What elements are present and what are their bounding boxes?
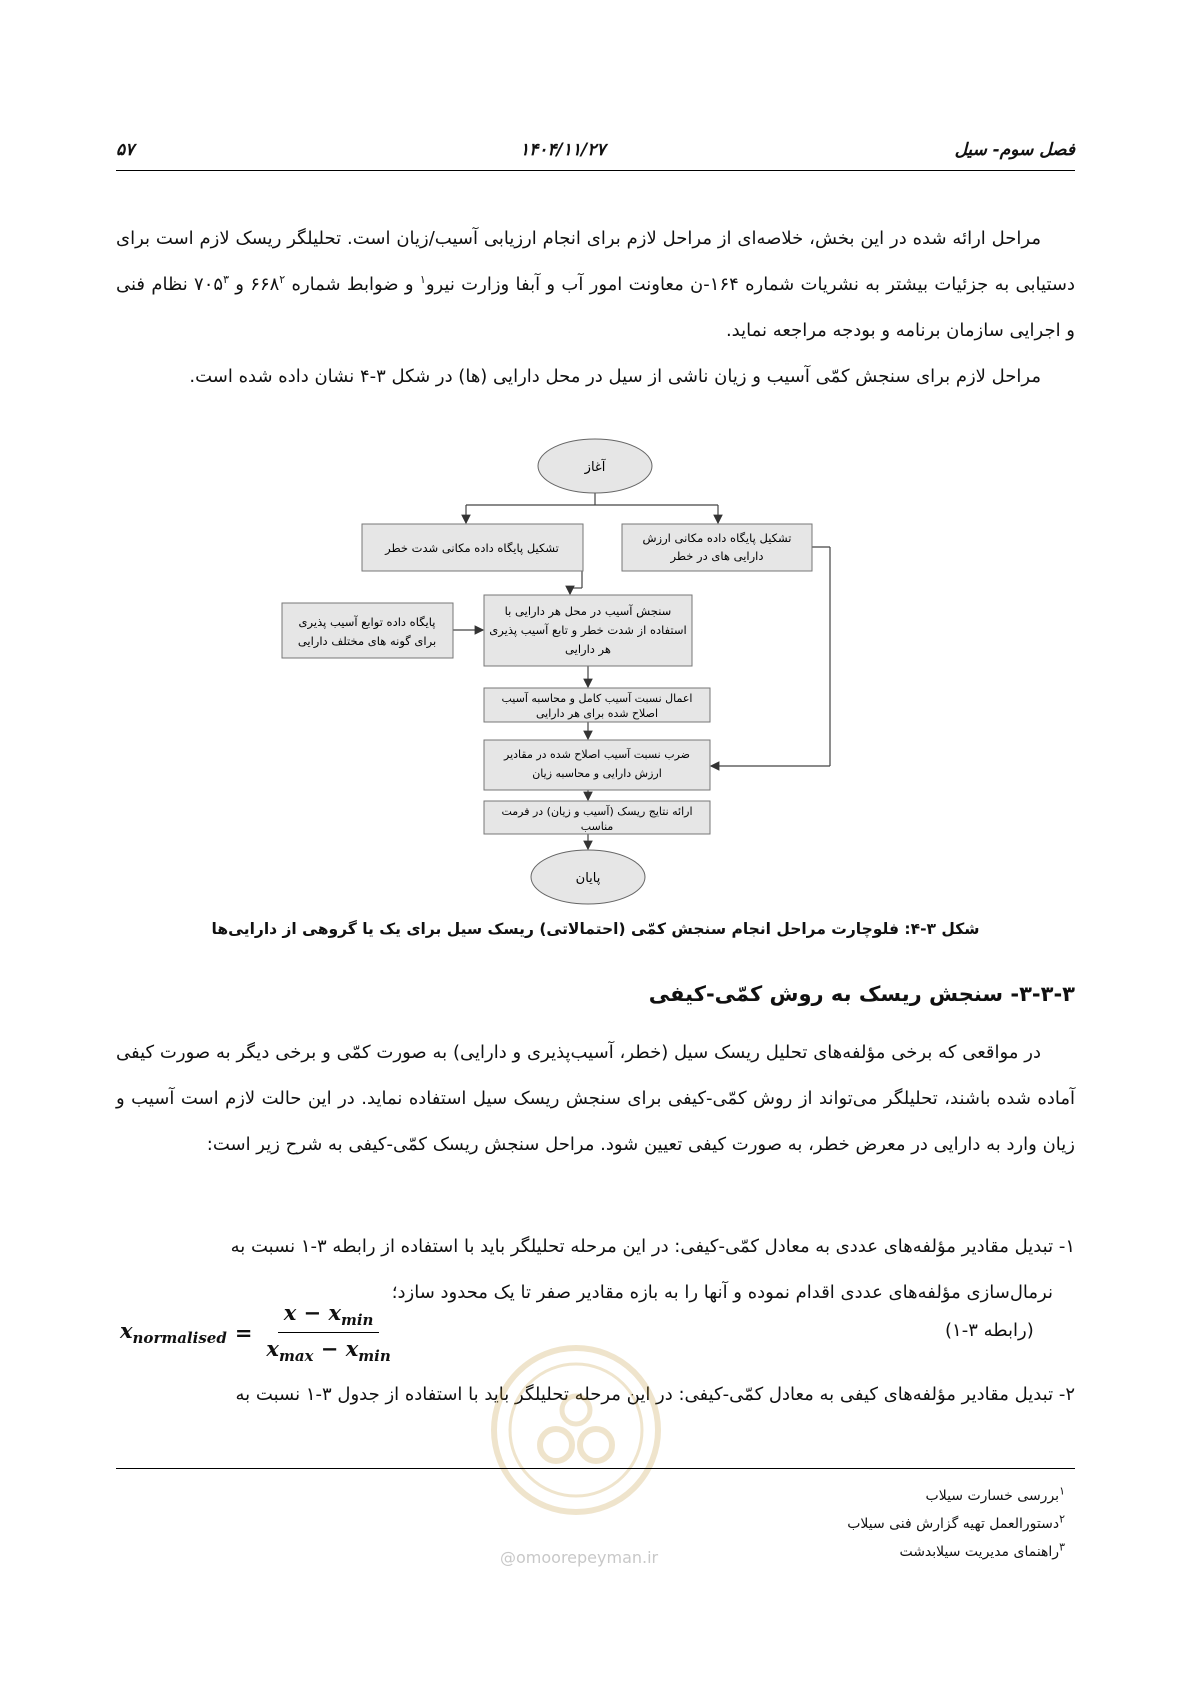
section-heading: ۳-۳-۳- سنجش ریسک به روش کمّی-کیفی — [648, 982, 1075, 1006]
flow-box-hazard-label: تشکیل پایگاه داده مکانی شدت خطر — [385, 541, 559, 555]
flow-box-multiply-line2: ارزش دارایی و محاسبه زیان — [532, 767, 662, 780]
list-item-2-text: ۲- تبدیل مقادیر مؤلفه‌های کیفی به معادل کمّی-کیفی: در این مرحله تحلیلگر باید با استفاده از جدول ۳-۱ نسبت به — [235, 1384, 1075, 1405]
flow-box-assess-line1: سنجش آسیب در محل هر دارایی با — [504, 604, 672, 618]
flow-box-asset-line2: دارایی های در خطر — [670, 549, 764, 563]
list-item-1-line2: نرمال‌سازی مؤلفه‌های عددی اقدام نموده و آنها را به بازه مقادیر صفر تا یک محدود سازد؛ — [391, 1282, 1053, 1303]
formula-numerator: $x - x_{min}$ — [278, 1300, 380, 1333]
formula-equals: = — [234, 1320, 253, 1346]
footnote-ref-3: ۳ — [223, 273, 229, 286]
flow-box-assess — [484, 595, 692, 666]
intro-text-4: ۷۰۵ — [194, 274, 224, 295]
intro-text-p2: مراحل لازم برای سنجش کمّی آسیب و زیان ناشی از سیل در محل دارایی (ها) در شکل ۳-۴ نشان داده شده است. — [189, 366, 1041, 387]
footnote-1: $^۱$بررسی خسارت سیلاب — [925, 1484, 1065, 1504]
intro-text-5: نظام فنی و اجرایی سازمان برنامه و بودجه مراجعه نماید. — [116, 274, 1075, 341]
intro-text-3: و — [228, 274, 251, 295]
flow-end — [531, 850, 645, 904]
footnote-3: $^۳$راهنمای مدیریت سیلابدشت — [899, 1540, 1065, 1560]
normalisation-formula — [120, 1300, 397, 1365]
chapter-title: فصل سوم- سیل — [954, 140, 1075, 160]
formula-lhs: $x_{normalised}$ — [120, 1318, 227, 1348]
intro-paragraph-2 — [116, 354, 1075, 400]
flow-box-assess-line3: هر دارایی — [565, 642, 611, 656]
flow-box-present-line1: ارائه نتایج ریسک (آسیب و زیان) در فرمت — [501, 805, 693, 818]
flow-box-multiply-line1: ضرب نسبت آسیب اصلاح شده در مقادیر — [504, 748, 690, 761]
flow-start-label: آغاز — [584, 460, 606, 475]
flow-box-vuln-line2: برای گونه های مختلف دارایی — [297, 634, 437, 648]
flow-box-vulnerability — [282, 603, 453, 658]
intro-text-1: مراحل ارائه شده در این بخش، خلاصه‌ای از مراحل لازم برای انجام ارزیابی آسیب/زیان است. تحلیلگر ریسک لازم است برای دستیابی به جزئیات بیشتر به نشریات شماره ۱۶۴-ن معاونت امور آب و آبفا وزارت نیرو — [116, 228, 1075, 295]
watermark-text: @omoorepeyman.ir — [500, 1548, 659, 1567]
formula-label: (رابطه ۳-۱) — [945, 1320, 1034, 1341]
formula-denominator: $x_{max} - x_{min}$ — [266, 1336, 391, 1366]
flowchart — [270, 430, 840, 910]
flow-box-vuln-line1: پایگاه داده توابع آسیب پذیری — [298, 615, 436, 629]
footnote-2: $^۲$دستورالعمل تهیه گزارش فنی سیلاب — [847, 1512, 1065, 1532]
flow-box-apply-line2: اصلاح شده برای هر دارایی — [535, 707, 659, 720]
footnote-ref-1: ۱ — [419, 273, 426, 286]
list-item-1-line1: ۱- تبدیل مقادیر مؤلفه‌های عددی به معادل کمّی-کیفی: در این مرحله تحلیلگر باید با استفاده از رابطه ۳-۱ نسبت به — [230, 1236, 1075, 1257]
intro-text-2: و ضوابط شماره ۶۶۸ — [250, 274, 420, 295]
header-date: ۱۴۰۴/۱۱/۲۷ — [520, 140, 606, 160]
section-text-p1: در مواقعی که برخی مؤلفه‌های تحلیل ریسک سیل (خطر، آسیب‌پذیری و دارایی) به صورت کمّی و برخی دیگر به صورت کیفی آماده شده باشند، تحلیلگر می‌تواند از روش کمّی-کیفی برای سنجش ریسک سیل استفاده نماید. در این حالت لازم است آسیب و زیان وارد به دارایی در معرض خطر، به صورت کیفی تعیین شود. مراحل سنجش ریسک کمّی-کیفی به شرح زیر است: — [116, 1042, 1075, 1155]
flow-box-apply-line1: اعمال نسبت آسیب کامل و محاسبه آسیب — [501, 692, 693, 705]
header-rule — [116, 170, 1075, 171]
formula-fraction — [260, 1300, 396, 1365]
section-paragraph — [116, 1030, 1075, 1168]
intro-paragraph-1 — [116, 216, 1075, 354]
flow-box-hazard-database — [362, 524, 583, 571]
footnote-ref-2: ۲ — [279, 273, 286, 286]
footnote-rule — [116, 1468, 1075, 1469]
flow-box-apply — [484, 688, 710, 722]
flow-box-asset-line1: تشکیل پایگاه داده مکانی ارزش — [642, 531, 792, 545]
page-number: ۵۷ — [116, 140, 135, 160]
flow-box-asset-database — [622, 524, 812, 571]
flow-box-present — [484, 801, 710, 834]
figure-caption: شکل ۳-۴: فلوچارت مراحل انجام سنجش کمّی (احتمالاتی) ریسک سیل برای یک یا گروهی از دارایی‌ها — [211, 920, 980, 938]
flow-start — [538, 439, 652, 493]
flow-box-assess-line2: استفاده از شدت خطر و تابع آسیب پذیری — [489, 623, 687, 637]
flow-end-label: پایان — [575, 871, 601, 886]
flow-box-present-line2: مناسب — [580, 820, 614, 833]
watermark-seal — [486, 1340, 666, 1520]
flow-box-multiply — [484, 740, 710, 790]
